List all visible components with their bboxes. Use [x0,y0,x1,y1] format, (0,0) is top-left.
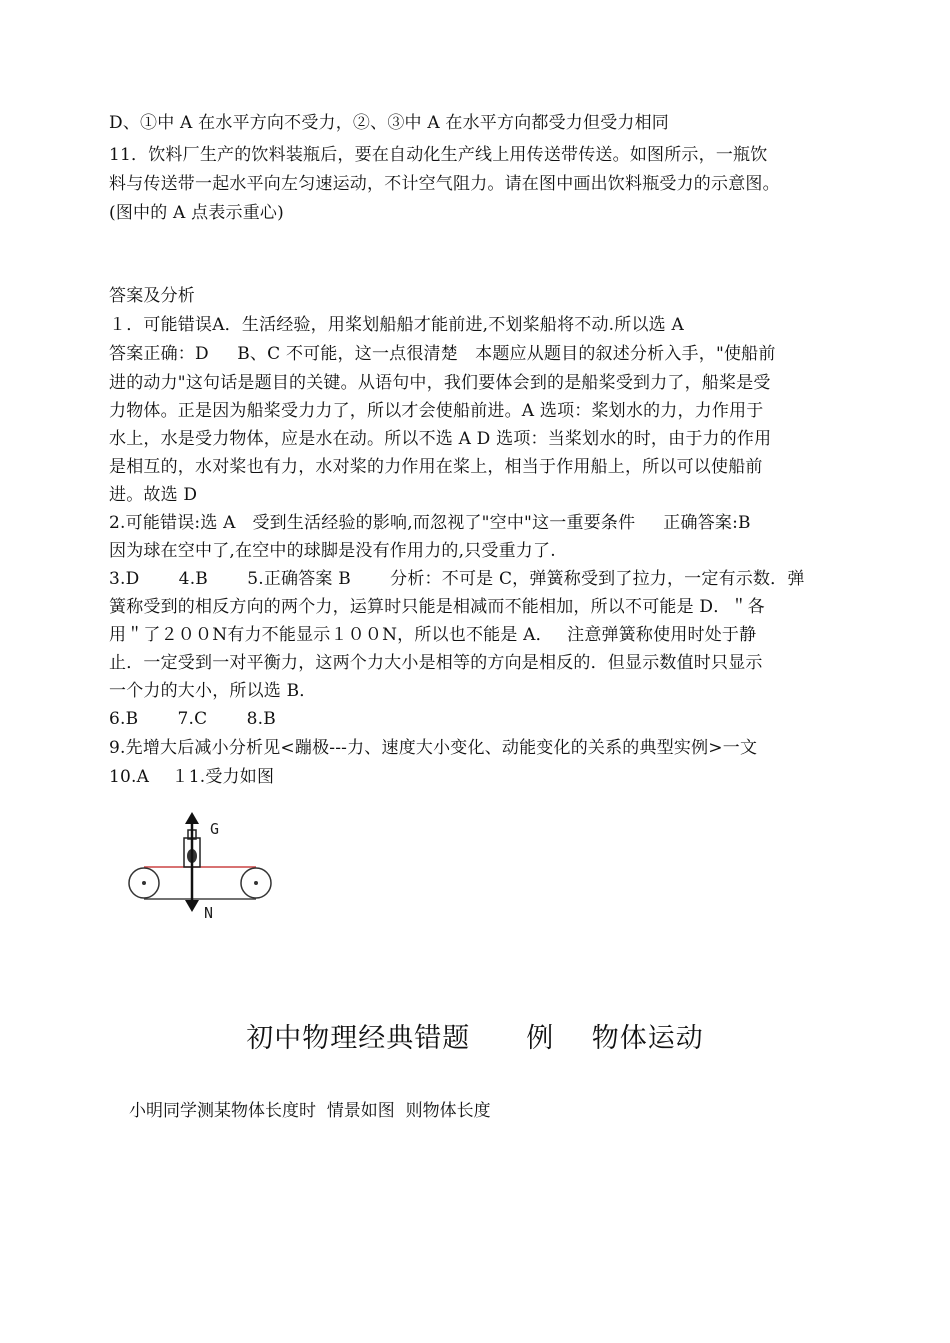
text-line: 6.B 7.C 8.B [109,709,276,729]
text-line: 11．饮料厂生产的饮料装瓶后，要在自动化生产线上用传送带传送。如图所示，一瓶饮 [109,145,768,165]
force-diagram [124,810,284,929]
text-line: 答案正确：D B、C 不可能，这一点很清楚 本题应从题目的叙述分析入手，"使船前 [109,344,776,364]
text-line: 力物体。正是因为船桨受力力了，所以才会使船前进。A 选项：桨划水的力，力作用于 [109,401,764,421]
text-line: 水上，水是受力物体，应是水在动。所以不选 A D 选项：当桨划水的时，由于力的作用 [109,429,772,449]
text-line: 一个力的大小，所以选 B． [109,681,317,701]
text-line: 簧称受到的相反方向的两个力，运算时只能是相减而不能相加，所以不可能是 D．＂各 [109,597,765,617]
text-line: 因为球在空中了,在空中的球脚是没有作用力的,只受重力了. [109,541,556,561]
text-line: 9.先增大后减小分析见<蹦极---力、速度大小变化、动能变化的关系的典型实例>一文 [109,738,758,758]
label-n: N [204,904,214,922]
text-line: 进。故选 D [109,485,198,505]
text-line: 止．一定受到一对平衡力，这两个力大小是相等的方向是相反的．但显示数值时只显示 [109,653,763,673]
text-line: 料与传送带一起水平向左匀速运动，不计空气阻力。请在图中画出饮料瓶受力的示意图。 [109,174,780,194]
question-text: 小明同学测某物体长度时 情景如图 则物体长度 [129,1101,491,1121]
text-line: 2.可能错误:选 A 受到生活经验的影响,而忽视了"空中"这一重要条件 正确答案:B [109,513,751,533]
text-line: １．可能错误A．生活经验，用桨划船船才能前进,不划桨船将不动.所以选 A [109,315,684,335]
text-line: 进的动力"这句话是题目的关键。从语句中，我们要体会到的是船桨受到力了，船桨是受 [109,373,771,393]
text-line: D、①中 A 在水平方向不受力，②、③中 A 在水平方向都受力但受力相同 [109,113,669,133]
section-heading: 答案及分析 [109,286,195,306]
text-line: 3.D 4.B 5.正确答案 B 分析：不可是 C，弹簧称受到了拉力，一定有示数．弹 [109,569,805,589]
section-title: 初中物理经典错题 例 物体运动 [246,1023,704,1054]
text-line: 10.A １1.受力如图 [109,767,275,787]
text-line: (图中的 A 点表示重心) [109,203,284,223]
text-line: 用＂了２００N有力不能显示１００N，所以也不能是 A． 注意弹簧称使用时处于静 [109,625,757,645]
text-line: 是相互的，水对桨也有力，水对桨的力作用在桨上，相当于作用船上，所以可以使船前 [109,457,763,477]
label-g: G [210,820,220,838]
